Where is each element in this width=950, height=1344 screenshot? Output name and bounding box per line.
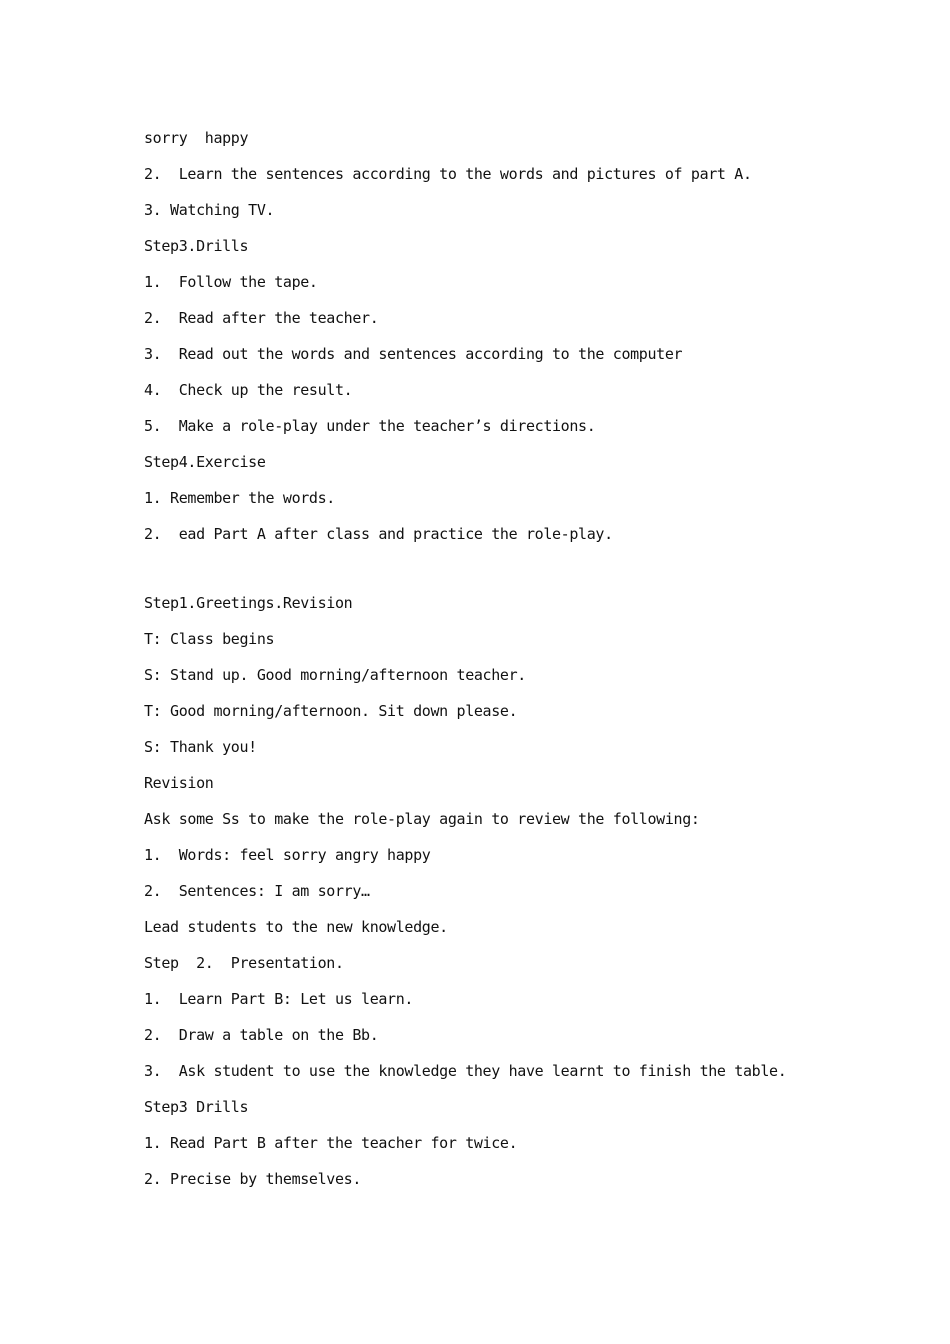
text-line: 4. Check up the result.	[144, 381, 353, 399]
text-line: Ask some Ss to make the role-play again to review the following:	[144, 810, 700, 828]
text-line: sorry happy	[144, 129, 249, 147]
text-line: 2. Draw a table on the Bb.	[144, 1026, 379, 1044]
text-line: 1. Read Part B after the teacher for twice.	[144, 1134, 518, 1152]
text-line: 1. Words: feel sorry angry happy	[144, 846, 431, 864]
text-line: 2. Read after the teacher.	[144, 309, 379, 327]
text-line: 2. Sentences: I am sorry…	[144, 882, 370, 900]
step-heading: Step 2. Presentation.	[144, 954, 344, 972]
text-line: 2. Precise by themselves.	[144, 1170, 362, 1188]
text-line: Revision	[144, 774, 214, 792]
text-line: S: Stand up. Good morning/afternoon teacher.	[144, 666, 526, 684]
text-line: 1. Remember the words.	[144, 489, 335, 507]
step-heading: Step4.Exercise	[144, 453, 266, 471]
text-line: T: Good morning/afternoon. Sit down please.	[144, 702, 518, 720]
text-line: 3. Ask student to use the knowledge they have learnt to finish the table.	[144, 1062, 787, 1080]
step-heading: Step3 Drills	[144, 1098, 249, 1116]
text-line: 5. Make a role-play under the teacher’s directions.	[144, 417, 596, 435]
text-line: T: Class begins	[144, 630, 275, 648]
step-heading: Step1.Greetings.Revision	[144, 594, 353, 612]
text-line: 2. ead Part A after class and practice the role-play.	[144, 525, 613, 543]
text-line: S: Thank you!	[144, 738, 257, 756]
text-line: 3. Watching TV.	[144, 201, 275, 219]
step-heading: Step3.Drills	[144, 237, 249, 255]
text-line: 2. Learn the sentences according to the words and pictures of part A.	[144, 165, 752, 183]
text-line: 1. Learn Part B: Let us learn.	[144, 990, 414, 1008]
text-line: Lead students to the new knowledge.	[144, 918, 448, 936]
text-line: 3. Read out the words and sentences according to the computer	[144, 345, 683, 363]
text-line: 1. Follow the tape.	[144, 273, 318, 291]
